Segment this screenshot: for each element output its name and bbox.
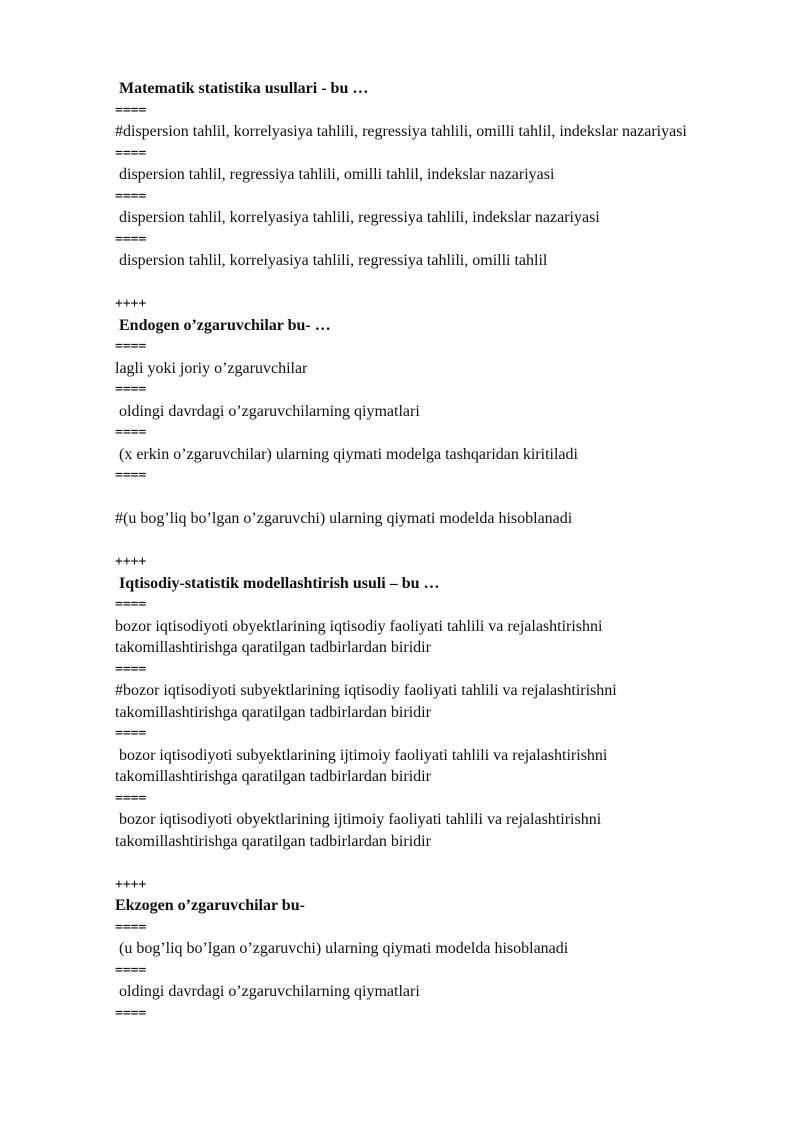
question-title: Ekzogen o’zgaruvchilar bu- [115, 897, 305, 914]
option-separator: ==== [115, 188, 147, 204]
answer-option: oldingi davrdagi o’zgaruvchilarning qiymatlari [115, 983, 420, 1000]
option-separator: ==== [115, 962, 147, 978]
option-separator: ==== [115, 1005, 147, 1021]
option-separator: ==== [115, 661, 147, 677]
answer-option: (u bog’liq bo’lgan o’zgaruvchi) ularning qiymati modelda hisoblanadi [115, 940, 569, 957]
blank-line [115, 530, 715, 552]
option-separator: ==== [115, 102, 147, 118]
option-separator: ==== [115, 790, 147, 806]
document-page [115, 78, 715, 1024]
question-title: Iqtisodiy-statistik modellashtirish usuli – bu … [115, 574, 440, 592]
question-title: Matematik statistika usullari - bu … [115, 80, 369, 97]
answer-option: dispersion tahlil, korrelyasiya tahlili, regressiya tahlili, omilli tahlil [115, 252, 548, 269]
answer-option: #(u bog’liq bo’lgan o’zgaruvchi) ularning qiymati modelda hisoblanadi [115, 510, 573, 527]
option-separator: ==== [115, 425, 147, 440]
answer-option: (x erkin o’zgaruvchilar) ularning qiymati modelga tashqaridan kiritiladi [115, 445, 578, 463]
question-separator: ++++ [115, 296, 147, 311]
question-separator: ++++ [115, 876, 147, 892]
option-separator: ==== [115, 339, 147, 354]
option-separator: ==== [115, 145, 147, 161]
option-separator: ==== [115, 468, 147, 483]
question-separator: ++++ [115, 554, 147, 569]
option-separator: ==== [115, 382, 147, 397]
option-separator: ==== [115, 919, 147, 935]
answer-option: dispersion tahlil, korrelyasiya tahlili, regressiya tahlili, indekslar nazariyasi [115, 209, 600, 226]
blank-line [115, 272, 715, 294]
answer-option: bozor iqtisodiyoti obyektlarining ijtimoiy faoliyati tahlili va rejalashtirishni takomillashtirishga qaratilgan tadbirlardan biridir [115, 811, 606, 850]
question-title: Endogen o’zgaruvchilar bu- … [115, 316, 331, 334]
answer-option: bozor iqtisodiyoti obyektlarining iqtisodiy faoliyati tahlili va rejalashtirishni takomillashtirishga qaratilgan tadbirlardan biridir [115, 617, 607, 656]
answer-option: lagli yoki joriy o’zgaruvchilar [115, 359, 308, 377]
answer-option: #dispersion tahlil, korrelyasiya tahlili, regressiya tahlili, omilli tahlil, indekslar nazariyasi [115, 123, 687, 140]
answer-option: oldingi davrdagi o’zgaruvchilarning qiymatlari [115, 402, 420, 420]
answer-option: dispersion tahlil, regressiya tahlili, omilli tahlil, indekslar nazariyasi [115, 166, 555, 183]
option-separator: ==== [115, 231, 147, 247]
answer-option: #bozor iqtisodiyoti subyektlarining iqtisodiy faoliyati tahlili va rejalashtirishni takomillashtirishga qaratilgan tadbirlardan biridir [115, 682, 621, 721]
option-separator: ==== [115, 726, 147, 741]
answer-option: bozor iqtisodiyoti subyektlarining ijtimoiy faoliyati tahlili va rejalashtirishni takomillashtirishga qaratilgan tadbirlardan biridir [115, 746, 612, 785]
blank-line [115, 852, 715, 874]
blank-line [115, 487, 715, 509]
option-separator: ==== [115, 597, 147, 612]
